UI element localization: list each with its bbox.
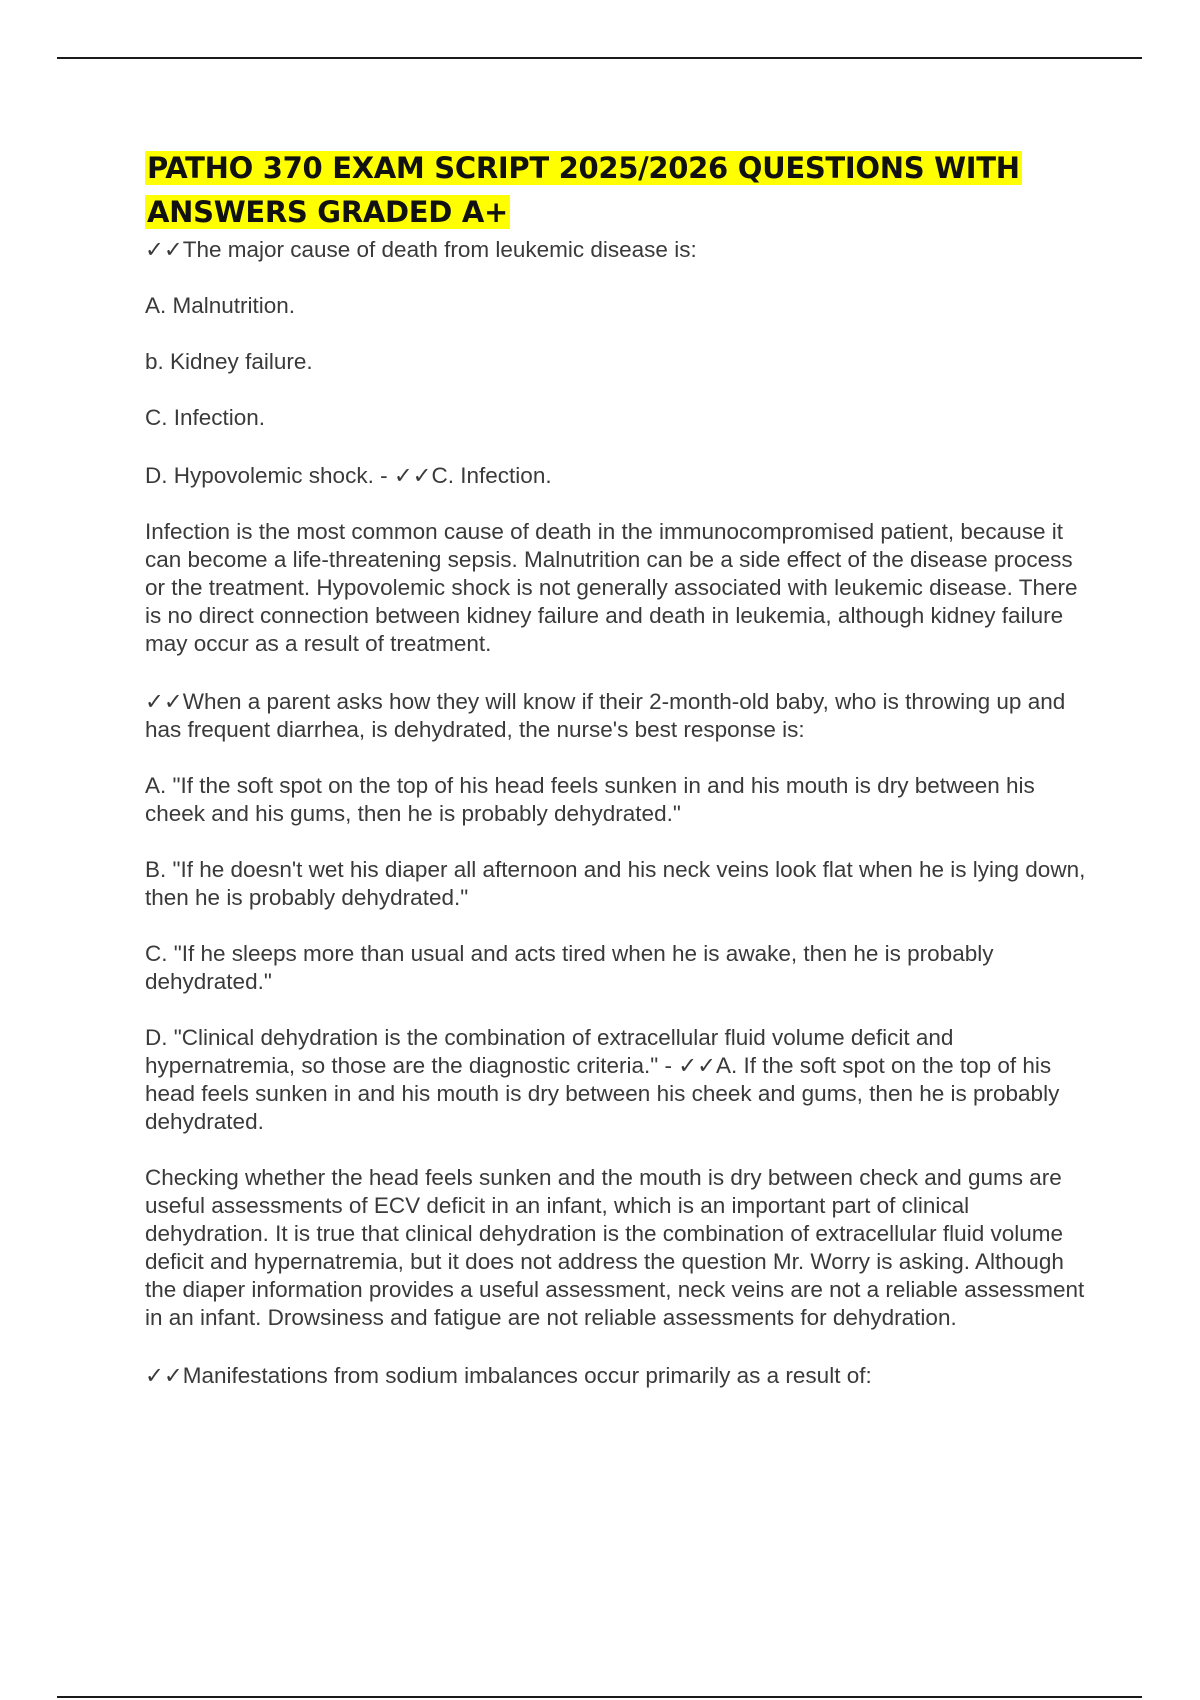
question-2-stem: ✓✓When a parent asks how they will know if their 2-month-old baby, who is throwing up and has frequent diarrhea, is dehydrated, the nurse's best response is: <box>145 689 1066 742</box>
question-2-option-d-answer: D. "Clinical dehydration is the combination of extracellular fluid volume deficit and hypernatremia, so those are the diagnostic criteria." - ✓✓A. If the soft spot on the top of his head feels sunken in and his mouth is dry between his cheek and gums, then he is probably dehydrated. <box>145 1025 1060 1134</box>
title-highlight: PATHO 370 EXAM SCRIPT 2025/2026 QUESTIONS WITH ANSWERS GRADED A+ <box>147 151 1020 229</box>
question-2-option-a: A. "If the soft spot on the top of his head feels sunken in and his mouth is dry between his cheek and his gums, then he is probably dehydrated." <box>145 773 1035 826</box>
document-body <box>145 146 1090 1390</box>
header-rule <box>57 57 1142 59</box>
question-1-stem: ✓✓The major cause of death from leukemic disease is: <box>145 237 697 262</box>
question-1-option-c: C. Infection. <box>145 405 266 430</box>
question-2-option-b: B. "If he doesn't wet his diaper all afternoon and his neck veins look flat when he is lying down, then he is probably dehydrated." <box>145 857 1086 910</box>
document-title <box>145 146 1090 234</box>
question-2-option-c: C. "If he sleeps more than usual and acts tired when he is awake, then he is probably dehydrated." <box>145 941 994 994</box>
question-1-option-b: b. Kidney failure. <box>145 349 313 374</box>
question-3-stem: ✓✓Manifestations from sodium imbalances occur primarily as a result of: <box>145 1363 872 1388</box>
footer-rule <box>57 1696 1142 1698</box>
question-1-option-a: A. Malnutrition. <box>145 293 296 318</box>
question-1-rationale: Infection is the most common cause of death in the immunocompromised patient, because it can become a life-threatening sepsis. Malnutrition can be a side effect of the disease process or the treatment. Hypovolemic shock is not generally associated with leukemic disease. There is no direct connection between kidney failure and death in leukemia, although kidney failure may occur as a result of treatment. <box>145 519 1078 656</box>
question-1-option-d-answer: D. Hypovolemic shock. - ✓✓C. Infection. <box>145 463 552 488</box>
question-2-rationale: Checking whether the head feels sunken and the mouth is dry between check and gums are useful assessments of ECV deficit in an infant, which is an important part of clinical dehydration. It is true that clinical dehydration is the combination of extracellular fluid volume deficit and hypernatremia, but it does not address the question Mr. Worry is asking. Although the diaper information provides a useful assessment, neck veins are not a reliable assessment in an infant. Drowsiness and fatigue are not reliable assessments for dehydration. <box>145 1165 1085 1330</box>
